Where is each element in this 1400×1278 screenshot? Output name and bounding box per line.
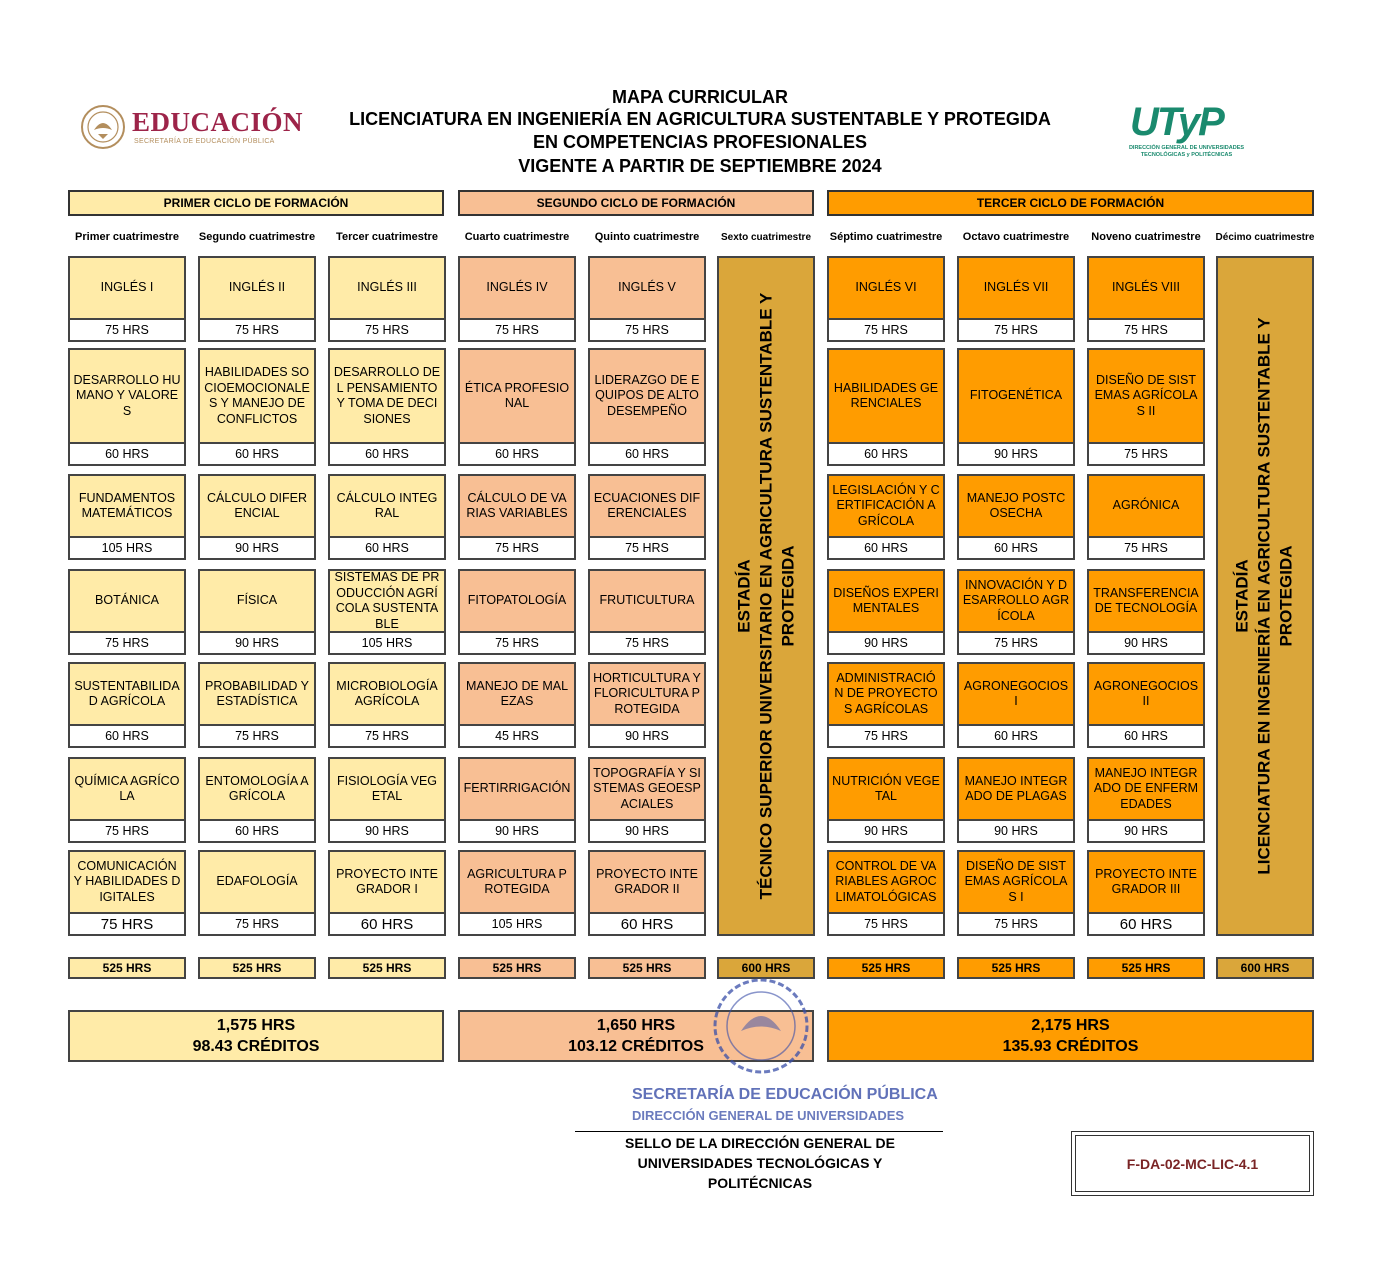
subject-cell	[68, 474, 186, 560]
subject-hours: 75 HRS	[458, 320, 576, 342]
subject-name: INNOVACIÓN Y DESARROLLO AGRÍCOLA	[957, 569, 1075, 633]
subject-hours: 75 HRS	[68, 633, 186, 655]
subject-hours: 90 HRS	[198, 538, 316, 560]
subject-cell	[827, 850, 945, 936]
subject-hours: 60 HRS	[588, 914, 706, 936]
stamp-text-2: DIRECCIÓN GENERAL DE UNIVERSIDADES	[632, 1108, 905, 1123]
subject-hours: 90 HRS	[957, 444, 1075, 466]
subject-name: AGRONEGOCIOS II	[1087, 662, 1205, 726]
utp-logo	[1122, 100, 1247, 159]
subject-hours: 90 HRS	[458, 821, 576, 843]
subject-hours: 105 HRS	[458, 914, 576, 936]
subject-name: INGLÉS V	[588, 256, 706, 320]
subject-hours: 75 HRS	[68, 320, 186, 342]
stamp-text-1: SECRETARÍA DE EDUCACIÓN PÚBLICA	[632, 1086, 938, 1103]
subject-cell	[1087, 757, 1205, 843]
subject-hours: 90 HRS	[198, 633, 316, 655]
subject-hours: 75 HRS	[68, 821, 186, 843]
cycle-header-2: SEGUNDO CICLO DE FORMACIÓN	[458, 190, 814, 216]
cycle-total-credits: 103.12 CRÉDITOS	[568, 1038, 704, 1055]
subject-name: MICROBIOLOGÍA AGRÍCOLA	[328, 662, 446, 726]
subject-cell	[198, 569, 316, 655]
semester-label: Noveno cuatrimestre	[1091, 230, 1201, 243]
internship-column	[1216, 256, 1314, 936]
subject-cell	[957, 474, 1075, 560]
utp-logo-main-text: UTyP	[1130, 100, 1223, 144]
subject-cell	[328, 474, 446, 560]
semester-label: Cuarto cuatrimestre	[464, 230, 570, 243]
subject-hours: 60 HRS	[827, 538, 945, 560]
semester-label: Primer cuatrimestre	[75, 230, 179, 243]
subject-cell	[68, 850, 186, 936]
subject-cell	[458, 256, 576, 342]
semester-total: 525 HRS	[328, 957, 446, 979]
subject-cell	[1087, 569, 1205, 655]
subject-name: BOTÁNICA	[68, 569, 186, 633]
seal-caption: SELLO DE LA DIRECCIÓN GENERAL DE UNIVERSIDADES TECNOLÓGICAS Y POLITÉCNICAS	[625, 1135, 895, 1191]
subject-hours: 60 HRS	[328, 444, 446, 466]
subject-name: PROYECTO INTEGRADOR III	[1087, 850, 1205, 914]
subject-hours: 60 HRS	[588, 444, 706, 466]
subject-hours: 90 HRS	[588, 726, 706, 748]
subject-name: FUNDAMENTOS MATEMÁTICOS	[68, 474, 186, 538]
semester-total: 525 HRS	[68, 957, 186, 979]
subject-name: HABILIDADES SOCIOEMOCIONALES Y MANEJO DE CONFLICTOS	[198, 348, 316, 444]
subject-cell	[328, 569, 446, 655]
subject-cell	[198, 850, 316, 936]
subject-cell	[957, 569, 1075, 655]
semester-total: 525 HRS	[827, 957, 945, 979]
subject-name: SUSTENTABILIDAD AGRÍCOLA	[68, 662, 186, 726]
subject-name: DISEÑO DE SISTEMAS AGRÍCOLAS I	[957, 850, 1075, 914]
subject-name: CONTROL DE VARIABLES AGROCLIMATOLÓGICAS	[827, 850, 945, 914]
subject-name: INGLÉS III	[328, 256, 446, 320]
subject-cell	[198, 662, 316, 748]
validity-title: VIGENTE A PARTIR DE SEPTIEMBRE 2024	[518, 156, 882, 176]
semester-label: Décimo cuatrimestre	[1215, 231, 1315, 243]
subject-name: FRUTICULTURA	[588, 569, 706, 633]
semester-total: 525 HRS	[957, 957, 1075, 979]
subject-cell	[328, 850, 446, 936]
subject-hours: 75 HRS	[957, 633, 1075, 655]
subject-cell	[458, 757, 576, 843]
subject-hours: 60 HRS	[328, 914, 446, 936]
subject-cell	[458, 662, 576, 748]
subject-name: INGLÉS II	[198, 256, 316, 320]
subject-cell	[588, 757, 706, 843]
subject-cell	[68, 757, 186, 843]
subject-hours: 75 HRS	[68, 914, 186, 936]
subject-cell	[827, 348, 945, 466]
subject-hours: 75 HRS	[198, 320, 316, 342]
subject-hours: 75 HRS	[1087, 538, 1205, 560]
utp-logo-sub-text-1: DIRECCIÓN GENERAL DE UNIVERSIDADES	[1128, 145, 1245, 151]
cycle-header-1: PRIMER CICLO DE FORMACIÓN	[68, 190, 444, 216]
semester-total: 525 HRS	[1087, 957, 1205, 979]
semester-label: Segundo cuatrimestre	[198, 230, 316, 243]
subject-name: SISTEMAS DE PRODUCCIÓN AGRÍCOLA SUSTENTABLE	[328, 569, 446, 633]
subject-hours: 75 HRS	[198, 914, 316, 936]
subject-cell	[588, 256, 706, 342]
subject-hours: 75 HRS	[328, 320, 446, 342]
subject-cell	[827, 757, 945, 843]
subject-hours: 75 HRS	[458, 633, 576, 655]
subject-hours: 90 HRS	[1087, 633, 1205, 655]
subject-name: TRANSFERENCIA DE TECNOLOGÍA	[1087, 569, 1205, 633]
subject-name: EDAFOLOGÍA	[198, 850, 316, 914]
semester-label: Sexto cuatrimestre	[720, 231, 812, 243]
subject-cell	[957, 256, 1075, 342]
subject-cell	[957, 348, 1075, 466]
subject-cell	[1087, 474, 1205, 560]
subject-hours: 60 HRS	[827, 444, 945, 466]
subject-cell	[458, 850, 576, 936]
subject-cell	[458, 569, 576, 655]
cycle-total-1	[68, 1010, 444, 1062]
subject-hours: 60 HRS	[1087, 914, 1205, 936]
subject-name: DISEÑOS EXPERIMENTALES	[827, 569, 945, 633]
internship-title-line: PROTEGIDA	[1277, 545, 1297, 647]
internship-title	[733, 293, 799, 900]
subject-cell	[1087, 662, 1205, 748]
subject-cell	[588, 348, 706, 466]
subject-cell	[1087, 850, 1205, 936]
subject-hours: 75 HRS	[588, 633, 706, 655]
subject-name: INGLÉS VII	[957, 256, 1075, 320]
subject-name: MANEJO INTEGRADO DE ENFERMEDADES	[1087, 757, 1205, 821]
subject-name: FITOPATOLOGÍA	[458, 569, 576, 633]
subject-name: AGRONEGOCIOS I	[957, 662, 1075, 726]
semester-label: Octavo cuatrimestre	[962, 230, 1070, 243]
subject-name: ÉTICA PROFESIONAL	[458, 348, 576, 444]
subject-name: PROYECTO INTEGRADOR II	[588, 850, 706, 914]
semester-total: 600 HRS	[717, 957, 815, 979]
subject-cell	[458, 348, 576, 466]
subject-cell	[68, 662, 186, 748]
subject-name: FITOGENÉTICA	[957, 348, 1075, 444]
subject-hours: 75 HRS	[1087, 320, 1205, 342]
subject-hours: 90 HRS	[328, 821, 446, 843]
sep-logo-sub-text: SECRETARÍA DE EDUCACIÓN PÚBLICA	[134, 138, 275, 145]
subject-name: INGLÉS VIII	[1087, 256, 1205, 320]
subject-name: HABILIDADES GERENCIALES	[827, 348, 945, 444]
subject-cell	[957, 850, 1075, 936]
subject-hours: 90 HRS	[588, 821, 706, 843]
subject-name: FISIOLOGÍA VEGETAL	[328, 757, 446, 821]
subject-hours: 75 HRS	[957, 320, 1075, 342]
subject-name: CÁLCULO INTEGRAL	[328, 474, 446, 538]
subject-cell	[957, 757, 1075, 843]
cycle-total-3	[827, 1010, 1314, 1062]
eagle-seal-icon	[80, 104, 126, 150]
subject-hours: 60 HRS	[458, 444, 576, 466]
subject-name: ADMINISTRACIÓN DE PROYECTOS AGRÍCOLAS	[827, 662, 945, 726]
semester-label: Tercer cuatrimestre	[336, 230, 438, 243]
semester-total: 600 HRS	[1216, 957, 1314, 979]
subject-cell	[588, 850, 706, 936]
subject-hours: 60 HRS	[68, 444, 186, 466]
subject-name: COMUNICACIÓN Y HABILIDADES DIGITALES	[68, 850, 186, 914]
official-stamp-icon	[706, 976, 816, 1076]
subject-hours: 75 HRS	[957, 914, 1075, 936]
subject-cell	[1087, 256, 1205, 342]
subject-name: INGLÉS IV	[458, 256, 576, 320]
subject-cell	[328, 662, 446, 748]
subject-name: TOPOGRAFÍA Y SISTEMAS GEOESPACIALES	[588, 757, 706, 821]
subject-name: CÁLCULO DE VARIAS VARIABLES	[458, 474, 576, 538]
cycle-total-hours: 1,650 HRS	[596, 1017, 676, 1034]
subject-cell	[328, 256, 446, 342]
subject-hours: 90 HRS	[827, 821, 945, 843]
subject-cell	[1087, 348, 1205, 466]
cycle-total-credits: 98.43 CRÉDITOS	[192, 1038, 320, 1055]
subject-hours: 90 HRS	[1087, 821, 1205, 843]
internship-title-line: TÉCNICO SUPERIOR UNIVERSITARIO EN AGRICULTURA SUSTENTABLE Y	[756, 292, 775, 900]
subject-name: HORTICULTURA Y FLORICULTURA PROTEGIDA	[588, 662, 706, 726]
document-title: MAPA CURRICULAR	[612, 87, 788, 107]
subject-name: QUÍMICA AGRÍCOLA	[68, 757, 186, 821]
competencies-title: EN COMPETENCIAS PROFESIONALES	[532, 132, 868, 152]
subject-hours: 75 HRS	[588, 320, 706, 342]
subject-hours: 105 HRS	[68, 538, 186, 560]
subject-name: ENTOMOLOGÍA AGRÍCOLA	[198, 757, 316, 821]
cycle-total-credits: 135.93 CRÉDITOS	[1002, 1038, 1139, 1055]
subject-name: DESARROLLO HUMANO Y VALORES	[68, 348, 186, 444]
internship-title	[1232, 317, 1298, 874]
subject-hours: 60 HRS	[198, 444, 316, 466]
subject-name: DISEÑO DE SISTEMAS AGRÍCOLAS II	[1087, 348, 1205, 444]
subject-hours: 75 HRS	[328, 726, 446, 748]
subject-cell	[588, 662, 706, 748]
internship-title-line: ESTADÍA	[734, 559, 753, 633]
subject-cell	[68, 256, 186, 342]
subject-cell	[827, 569, 945, 655]
subject-hours: 105 HRS	[328, 633, 446, 655]
subject-hours: 75 HRS	[1087, 444, 1205, 466]
subject-name: MANEJO INTEGRADO DE PLAGAS	[957, 757, 1075, 821]
subject-name: AGRÓNICA	[1087, 474, 1205, 538]
internship-title-line: PROTEGIDA	[778, 545, 797, 647]
cycle-total-hours: 2,175 HRS	[1031, 1017, 1110, 1034]
program-title: LICENCIATURA EN INGENIERÍA EN AGRICULTURA SUSTENTABLE Y PROTEGIDA	[349, 109, 1051, 129]
subject-hours: 75 HRS	[827, 726, 945, 748]
semester-total: 525 HRS	[198, 957, 316, 979]
subject-hours: 75 HRS	[827, 914, 945, 936]
subject-name: FÍSICA	[198, 569, 316, 633]
subject-cell	[588, 474, 706, 560]
subject-hours: 45 HRS	[458, 726, 576, 748]
sep-logo-main-text: EDUCACIÓN	[132, 107, 304, 137]
internship-title-line: ESTADÍA	[1233, 559, 1253, 633]
cycle-header-3: TERCER CICLO DE FORMACIÓN	[827, 190, 1314, 216]
subject-name: PROYECTO INTEGRADOR I	[328, 850, 446, 914]
subject-hours: 60 HRS	[328, 538, 446, 560]
form-code: F-DA-02-MC-LIC-4.1	[1075, 1135, 1310, 1192]
subject-name: MANEJO POSTCOSECHA	[957, 474, 1075, 538]
subject-hours: 60 HRS	[957, 538, 1075, 560]
form-code-box	[1071, 1131, 1314, 1196]
subject-hours: 60 HRS	[68, 726, 186, 748]
sep-logo	[80, 104, 305, 152]
cycle-total-hours: 1,575 HRS	[216, 1017, 296, 1034]
semester-label: Séptimo cuatrimestre	[829, 230, 943, 243]
subject-cell	[588, 569, 706, 655]
subject-name: LIDERAZGO DE EQUIPOS DE ALTO DESEMPEÑO	[588, 348, 706, 444]
subject-name: DESARROLLO DEL PENSAMIENTO Y TOMA DE DECISIONES	[328, 348, 446, 444]
utp-logo-sub-text-2: TECNOLÓGICAS y POLITÉCNICAS	[1140, 152, 1233, 158]
subject-name: CÁLCULO DIFERENCIAL	[198, 474, 316, 538]
semester-total: 525 HRS	[588, 957, 706, 979]
subject-name: FERTIRRIGACIÓN	[458, 757, 576, 821]
semester-label: Quinto cuatrimestre	[594, 230, 700, 243]
subject-cell	[458, 474, 576, 560]
subject-cell	[198, 474, 316, 560]
subject-name: PROBABILIDAD Y ESTADÍSTICA	[198, 662, 316, 726]
subject-hours: 60 HRS	[957, 726, 1075, 748]
subject-cell	[827, 474, 945, 560]
subject-cell	[957, 662, 1075, 748]
subject-cell	[198, 348, 316, 466]
subject-cell	[328, 348, 446, 466]
subject-cell	[827, 256, 945, 342]
subject-hours: 90 HRS	[827, 633, 945, 655]
subject-name: MANEJO DE MALEZAS	[458, 662, 576, 726]
internship-title-line: LICENCIATURA EN INGENIERÍA EN AGRICULTURA SUSTENTABLE Y	[1255, 317, 1275, 875]
subject-cell	[198, 256, 316, 342]
subject-hours: 75 HRS	[588, 538, 706, 560]
subject-name: INGLÉS I	[68, 256, 186, 320]
subject-name: LEGISLACIÓN Y CERTIFICACIÓN AGRÍCOLA	[827, 474, 945, 538]
subject-cell	[68, 569, 186, 655]
semester-total: 525 HRS	[458, 957, 576, 979]
subject-cell	[198, 757, 316, 843]
subject-hours: 75 HRS	[198, 726, 316, 748]
subject-name: AGRICULTURA PROTEGIDA	[458, 850, 576, 914]
subject-hours: 75 HRS	[458, 538, 576, 560]
subject-name: NUTRICIÓN VEGETAL	[827, 757, 945, 821]
internship-column	[717, 256, 815, 936]
signature-line	[575, 1131, 943, 1132]
subject-hours: 90 HRS	[957, 821, 1075, 843]
subject-cell	[827, 662, 945, 748]
subject-cell	[68, 348, 186, 466]
subject-name: ECUACIONES DIFERENCIALES	[588, 474, 706, 538]
subject-hours: 75 HRS	[827, 320, 945, 342]
subject-name: INGLÉS VI	[827, 256, 945, 320]
subject-hours: 60 HRS	[1087, 726, 1205, 748]
subject-hours: 60 HRS	[198, 821, 316, 843]
subject-cell	[328, 757, 446, 843]
